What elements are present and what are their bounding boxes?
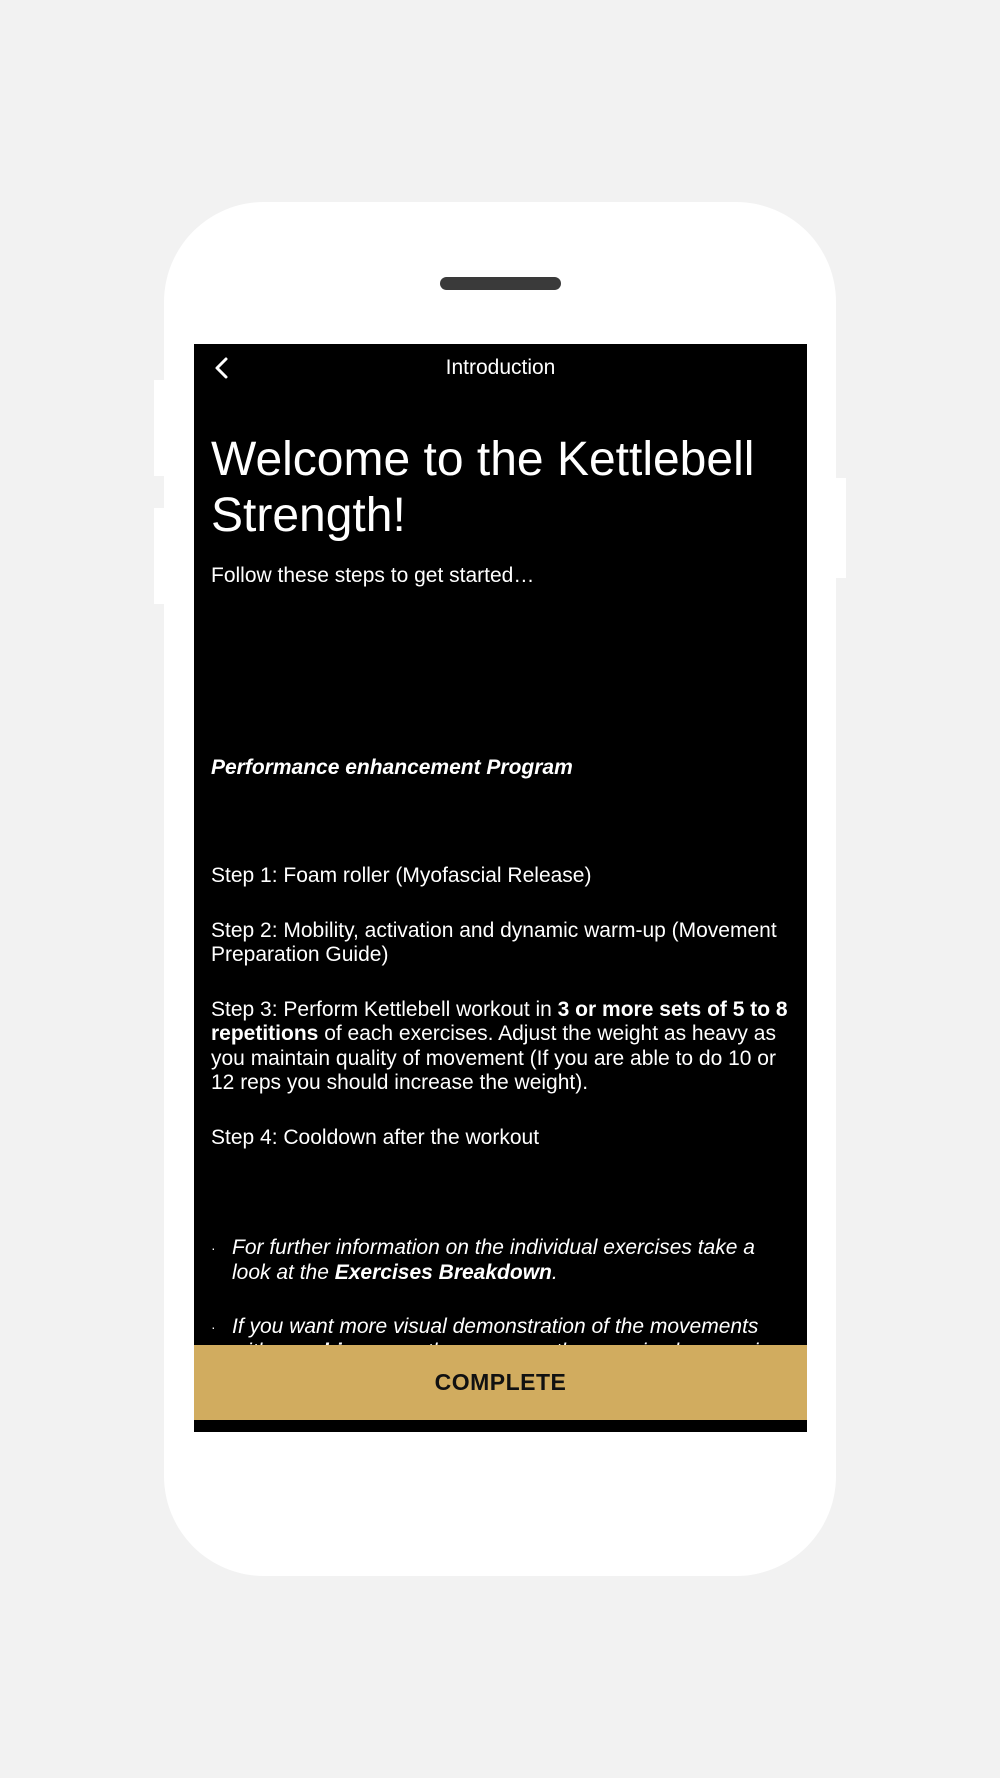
bullet-icon: · [211,1319,216,1335]
step-3 [211,998,791,1096]
subtitle: Follow these steps to get started… [211,564,535,587]
navigation-bar [194,344,807,390]
steps-list [211,864,791,1180]
step-2: Step 2: Mobility, activation and dynamic warm-up (Movement Preparation Guide) [211,918,777,966]
step-3-text-end: of each exercises. Adjust the weight as heavy as you maintain quality of movement (If you are able to do 10 or 12 reps you should increase the weight). [211,1022,776,1094]
step-1: Step 1: Foam roller (Myofascial Release) [211,864,592,887]
note-exercises-breakdown [211,1236,791,1285]
program-title: Performance enhancement Program [211,756,573,779]
complete-button[interactable]: COMPLETE [194,1345,807,1420]
page-title: Introduction [445,356,556,379]
bullet-icon: · [211,1240,216,1256]
intro-content [211,432,791,1338]
step-4: Step 4: Cooldown after the workout [211,1125,540,1149]
exercises-breakdown-link: Exercises Breakdown [334,1260,552,1284]
app-screen [194,344,807,1432]
step-3-text-start: Step 3: Perform Kettlebell workout in [211,997,558,1021]
note-2-text-start: If you want more visual demonstration of the movements [232,1315,759,1338]
step-3-emphasis: 3 or more sets of 5 to 8 repetitions [211,997,788,1045]
welcome-heading: Welcome to the Kettlebell Strength! [211,433,755,542]
phone-speaker [440,277,561,290]
note-1-text-start: For further information on the individual exercises take a look at the [232,1236,755,1284]
note-1-text-end: . [551,1260,558,1284]
